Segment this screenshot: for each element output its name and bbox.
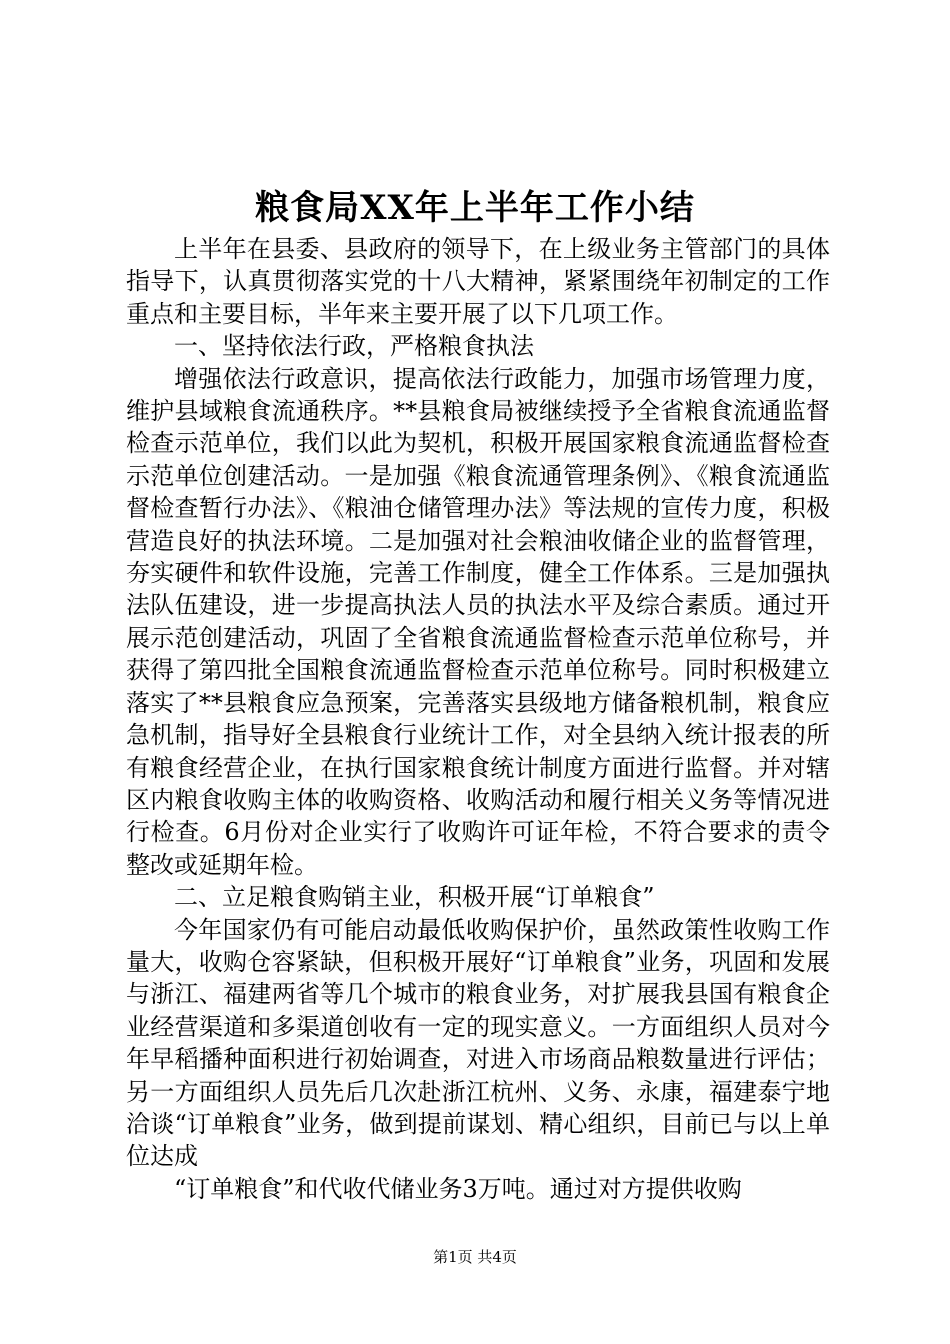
section-heading-2: 二、立足粮食购销主业，积极开展“订单粮食” — [174, 883, 655, 912]
section-heading-1: 一、坚持依法行政，严格粮食执法 — [174, 332, 534, 361]
paragraph-intro: 上半年在县委、县政府的领导下，在上级业务主管部门的具体指导下，认真贯彻落实党的十八大精神，紧紧围绕年初制定的工作重点和主要目标，半年来主要开展了以下几项工作。 — [126, 235, 830, 328]
document-title: 粮食局XX年上半年工作小结 — [255, 188, 695, 228]
paragraph-section-1: 增强依法行政意识，提高依法行政能力，加强市场管理力度，维护县域粮食流通秩序。**县粮食局被继续授予全省粮食流通监督检查示范单位，我们以此为契机，积极开展国家粮食流通监督检查示范单位创建活动。一是加强《粮食流通管理条例》、《粮食流通监督检查暂行办法》、《粮油仓储管理办法》等法规的宣传力度，积极营造良好的执法环境。二是加强对社会粮油收储企业的监督管理，夯实硬件和软件设施，完善工作制度，健全工作体系。三是加强执法队伍建设，进一步提高执法人员的执法水平及综合素质。通过开展示范创建活动，巩固了全省粮食流通监督检查示范单位称号，并获得了第四批全国粮食流通监督检查示范单位称号。同时积极建立落实了**县粮食应急预案，完善落实县级地方储备粮机制，粮食应急机制，指导好全县粮食行业统计工作，对全县纳入统计报表的所有粮食经营企业，在执行国家粮食统计制度方面进行监督。并对辖区内粮食收购主体的收购资格、收购活动和履行相关义务等情况进行检查。6月份对企业实行了收购许可证年检，不符合要求的责令整改或延期年检。 — [126, 364, 830, 879]
document-body — [126, 233, 830, 1205]
paragraph-continued: “订单粮食”和代收代储业务3万吨。通过对方提供收购 — [174, 1174, 742, 1203]
paragraph-section-2: 今年国家仍有可能启动最低收购保护价，虽然政策性收购工作量大，收购仓容紧缺，但积极开展好“订单粮食”业务，巩固和发展与浙江、福建两省等几个城市的粮食业务，对扩展我县国有粮食企业经营渠道和多渠道创收有一定的现实意义。一方面组织人员对今年早稻播种面积进行初始调查，对进入市场商品粮数量进行评估；另一方面组织人员先后几次赴浙江杭州、义务、永康，福建泰宁地洽谈“订单粮食”业务，做到提前谋划、精心组织，目前已与以上单位达成 — [126, 915, 830, 1171]
page-footer: 第1页 共4页 — [433, 1248, 517, 1266]
